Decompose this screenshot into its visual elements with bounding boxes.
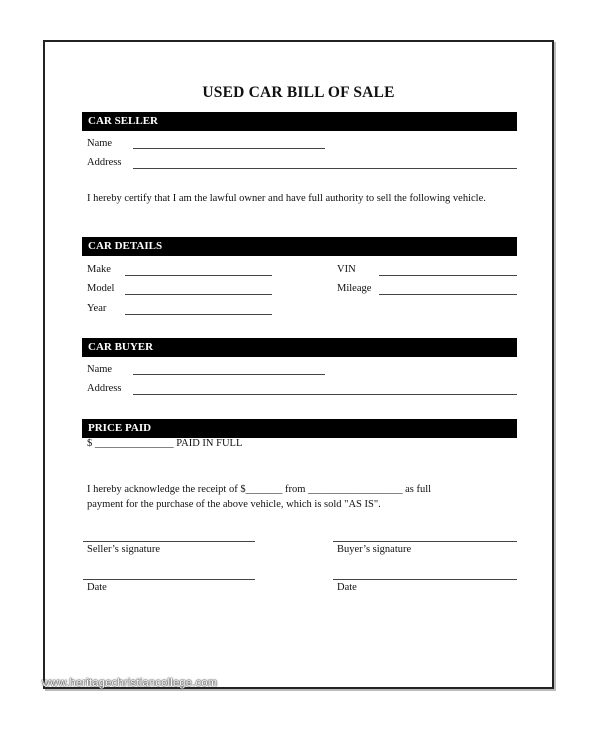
seller-signature-label: Seller’s signature [87, 544, 160, 555]
year-field[interactable] [125, 314, 272, 315]
section-header-car-buyer: CAR BUYER [82, 338, 517, 357]
buyer-date-line[interactable] [333, 579, 517, 580]
acknowledgement-line-1: I hereby acknowledge the receipt of $_______ from __________________ as full [87, 484, 432, 495]
seller-address-label: Address [87, 157, 122, 168]
buyer-signature-line[interactable] [333, 541, 517, 542]
make-label: Make [87, 264, 111, 275]
seller-date-line[interactable] [83, 579, 255, 580]
seller-address-field[interactable] [133, 168, 517, 169]
seller-name-label: Name [87, 138, 113, 149]
buyer-address-field[interactable] [133, 394, 517, 395]
buyer-signature-label: Buyer’s signature [337, 544, 412, 555]
buyer-name-field[interactable] [133, 374, 325, 375]
form-title: USED CAR BILL OF SALE [202, 84, 395, 101]
seller-name-field[interactable] [133, 148, 325, 149]
acknowledgement-line-2: payment for the purchase of the above vehicle, which is sold "AS IS". [87, 499, 381, 510]
buyer-address-label: Address [87, 383, 122, 394]
section-header-car-seller: CAR SELLER [82, 112, 517, 131]
year-label: Year [87, 303, 107, 314]
mileage-label: Mileage [337, 283, 372, 294]
buyer-name-label: Name [87, 364, 113, 375]
section-header-price-paid: PRICE PAID [82, 419, 517, 438]
seller-certification-text: I hereby certify that I am the lawful owner and have full authority to sell the following vehicle. [87, 193, 486, 204]
model-label: Model [87, 283, 115, 294]
buyer-date-label: Date [337, 582, 357, 593]
seller-date-label: Date [87, 582, 107, 593]
make-field[interactable] [125, 275, 272, 276]
bill-of-sale-form [43, 40, 554, 689]
vin-field[interactable] [379, 275, 517, 276]
section-header-car-details: CAR DETAILS [82, 237, 517, 256]
seller-signature-line[interactable] [83, 541, 255, 542]
mileage-field[interactable] [379, 294, 517, 295]
vin-label: VIN [337, 264, 356, 275]
price-paid-line[interactable]: $ _______________ PAID IN FULL [87, 438, 243, 449]
watermark-text: www.heritagechristiancollege.com [42, 677, 218, 689]
model-field[interactable] [125, 294, 272, 295]
